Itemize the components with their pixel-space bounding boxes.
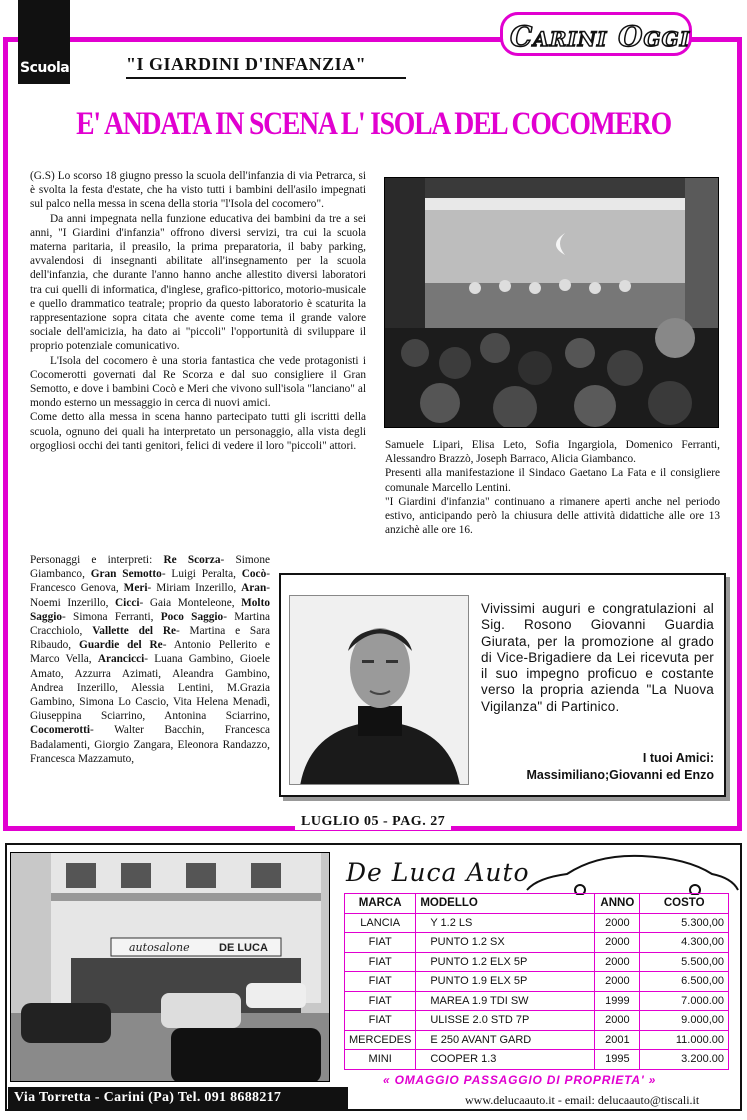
masthead-title: Carini Oggi	[510, 20, 691, 53]
price-row	[345, 1011, 729, 1031]
cast-actors: - Martina e Sara Ribaudo,	[30, 625, 270, 652]
col-header-anno: ANNO	[595, 894, 640, 914]
cell-modello: ULISSE 2.0 STD 7P	[416, 1011, 595, 1031]
cast-actors: - Martina Cracchiolo,	[30, 610, 270, 638]
article-paragraph: (G.S) Lo scorso 18 giugno presso la scuola dell'infanzia di via Petrarca, si è svolta la festa d'estate, che ha visto tutti i bambini dell'asilo impegnati sul palco nella messa in scena della storia "l'Isola del cocomero".	[30, 170, 366, 211]
cast-actors: - Simone Giambanco,	[30, 554, 270, 581]
cell-anno: 2000	[595, 1011, 640, 1031]
price-row	[345, 972, 729, 992]
cell-modello: PUNTO 1.2 SX	[416, 933, 595, 953]
cast-actors: - Gaia Monteleone,	[139, 596, 242, 609]
car-silhouette-icon	[525, 850, 740, 895]
page-frame-right	[737, 37, 742, 831]
cell-costo: 5.500,00	[640, 952, 729, 972]
cell-costo: 11.000.00	[640, 1030, 729, 1050]
portrait-illustration	[290, 596, 469, 785]
stage-photo-illustration	[385, 178, 719, 428]
price-row	[345, 913, 729, 933]
cast-role: Cicci	[115, 596, 140, 609]
ad-address: Via Torretta - Carini (Pa) Tel. 091 8688217	[8, 1087, 348, 1109]
cell-anno: 2000	[595, 913, 640, 933]
cell-modello: PUNTO 1.2 ELX 5P	[416, 952, 595, 972]
ad-brand: De Luca Auto	[346, 858, 530, 887]
cast-role: Cocomerotti	[30, 724, 91, 737]
cell-marca: MINI	[345, 1050, 416, 1070]
cell-marca: FIAT	[345, 972, 416, 992]
cell-anno: 1999	[595, 991, 640, 1011]
price-table	[344, 893, 729, 1070]
headline: E' ANDATA IN SCENA L' ISOLA DEL COCOMERO	[76, 106, 671, 142]
cell-marca: FIAT	[345, 933, 416, 953]
cast-role: Meri	[123, 582, 148, 595]
section-label: Scuola	[20, 60, 70, 76]
shop-sign-text: DE LUCA	[219, 942, 268, 954]
article-paragraph: "I Giardini d'infanzia" continuano a rimanere aperti anche nel periodo estivo, anticipando però la chiusura delle attività didattiche alle ore 13 anzichè alle ore 16.	[385, 495, 720, 537]
cast-entries	[30, 554, 270, 765]
cast-actors: - Francesco Genova,	[30, 568, 270, 595]
cast-role: Poco Saggio	[160, 610, 224, 623]
cell-marca: MERCEDES	[345, 1030, 416, 1050]
article-paragraph: Come detto alla messa in scena hanno partecipato tutti gli iscritti della scuola, ognuno dei quali ha interpretato un personaggio, alla vista degli orgogliosi occhi dei tanti genitori, felici di vedere il loro "piccoli" attori.	[30, 411, 366, 452]
cast-actors: - Miriam Inzerillo,	[147, 582, 242, 595]
cell-costo: 7.000.00	[640, 991, 729, 1011]
col-header-modello: MODELLO	[416, 894, 595, 914]
cast-role: Aran	[241, 582, 267, 595]
cell-costo: 4.300,00	[640, 933, 729, 953]
shop-illustration	[11, 853, 330, 1082]
cell-marca: FIAT	[345, 991, 416, 1011]
price-row	[345, 952, 729, 972]
cell-marca: LANCIA	[345, 913, 416, 933]
price-row	[345, 1050, 729, 1070]
cell-costo: 9.000,00	[640, 1011, 729, 1031]
cast-role: Arancicci	[97, 653, 145, 666]
col-header-costo: COSTO	[640, 894, 729, 914]
shop-sign-script: autosalone	[129, 941, 190, 954]
cell-marca: FIAT	[345, 952, 416, 972]
price-row	[345, 1030, 729, 1050]
cell-modello: Y 1.2 LS	[416, 913, 595, 933]
kicker-underline	[126, 77, 406, 79]
cell-anno: 2000	[595, 933, 640, 953]
cast-role: Gran Semotto	[90, 568, 162, 581]
kicker: "I GIARDINI D'INFANZIA"	[126, 54, 367, 74]
cell-anno: 2000	[595, 972, 640, 992]
article-column-left	[30, 169, 366, 453]
cell-modello: E 250 AVANT GARD	[416, 1030, 595, 1050]
cast-actors: - Luigi Peralta,	[161, 568, 242, 581]
cast-role: Vallette del Re	[92, 625, 176, 638]
ad-web-contacts[interactable]: www.delucaauto.it - email: delucaauto@tiscali.it	[465, 1093, 700, 1107]
cell-anno: 2000	[595, 952, 640, 972]
col-header-marca: MARCA	[345, 894, 416, 914]
ad-promo: « OMAGGIO PASSAGGIO DI PROPRIETA' »	[383, 1073, 657, 1087]
cell-modello: PUNTO 1.9 ELX 5P	[416, 972, 595, 992]
cast-role: Cocò	[241, 568, 267, 581]
article-paragraph: Samuele Lipari, Elisa Leto, Sofia Ingargiola, Domenico Ferranti, Alessandro Brazzò, Joseph Barraco, Alicia Giambanco.	[385, 439, 720, 466]
cell-modello: COOPER 1.3	[416, 1050, 595, 1070]
cell-costo: 3.200.00	[640, 1050, 729, 1070]
cell-costo: 6.500,00	[640, 972, 729, 992]
cast-actors: - Antonio Pellerito e Marco Vella,	[30, 639, 270, 666]
cell-modello: MAREA 1.9 TDI SW	[416, 991, 595, 1011]
cast-role: Molto Saggio	[30, 596, 270, 623]
greeting-signature	[481, 750, 714, 784]
cell-marca: FIAT	[345, 1011, 416, 1031]
portrait-photo	[289, 595, 469, 785]
price-row	[345, 991, 729, 1011]
cast-actors: - Noemi Inzerillo,	[30, 582, 270, 609]
cast-role: Re Scorza	[163, 554, 221, 566]
greeting-sign-names: Massimiliano;Giovanni ed Enzo	[526, 768, 714, 782]
article-paragraph: L'Isola del cocomero è una storia fantastica che vede protagonisti i Cocomerotti governati dal Re Scorza e dal suo consigliere il Gran Semotto, e dove i bambini Cocò e Meri che vivono sull'isola "lanciano" al mondo esterno un messaggio in cerca di nuovi amici.	[30, 354, 366, 410]
cast-actors: - Simona Ferranti,	[62, 610, 161, 623]
stage-photo	[384, 177, 719, 428]
cast-actors: - Luana Gambino, Gioele Amato, Azzurra Azimati, Aleandra Gambino, Andrea Inzerillo, Alessia Lentini, M.Grazia Gambino, Simona Lo Cascio, Vita Helena Menadì, Giuseppina Sciarrino, Antonina Sciarrino,	[30, 653, 270, 723]
greeting-sign-line: I tuoi Amici:	[642, 751, 714, 765]
page-number: LUGLIO 05 - PAG. 27	[295, 814, 451, 830]
article-paragraph: Presenti alla manifestazione il Sindaco Gaetano La Fata e il consigliere comunale Marcello Lentini.	[385, 467, 720, 494]
cast-list	[30, 553, 270, 766]
cell-anno: 1995	[595, 1050, 640, 1070]
price-table-header	[345, 894, 729, 914]
article-column-right	[385, 438, 720, 537]
greeting-text: Vivissimi auguri e congratulazioni al Sig. Rosono Giovanni Guardia Giurata, per la promozione al grado di Vice-Brigadiere da Lei ricevuta per il suo impegno proficuo e costante verso la propria azienda "La Nuova Vigilanza" di Partinico.	[481, 601, 714, 714]
cast-actors: - Walter Bacchin, Francesca Badalamenti, Giorgio Zangara, Eleonora Randazzo, Francesca Mazzamuto,	[30, 724, 270, 765]
cast-intro: Personaggi e interpreti:	[30, 554, 153, 566]
shop-photo	[10, 852, 330, 1082]
price-row	[345, 933, 729, 953]
article-paragraph: Da anni impegnata nella funzione educativa dei bambini da tre a sei anni, "I Giardini d'infanzia" offrono diversi servizi, tra cui la scuola materna paritaria, il preasilo, la prima preparatoria, il baby parking, avvalendosi di insegnanti abilitate all'insegnamento per la scuola dell'infanzia, che durante l'anno hanno anche allestito diversi laboratori tra cui quelli di informatica, d'inglese, grafico-pittorico, motorio-musicale e quello drammatico teatrale; proprio da questo laboratorio è scaturita la rappresentazione sopra citata che avente come tema il grande valore sociale dell'amicizia, ha dato ai "piccoli" l'opportunità di sviluppare il proprio potenziale comunicativo.	[30, 212, 366, 353]
cell-costo: 5.300,00	[640, 913, 729, 933]
cast-role: Guardie del Re	[79, 639, 163, 652]
cell-anno: 2001	[595, 1030, 640, 1050]
